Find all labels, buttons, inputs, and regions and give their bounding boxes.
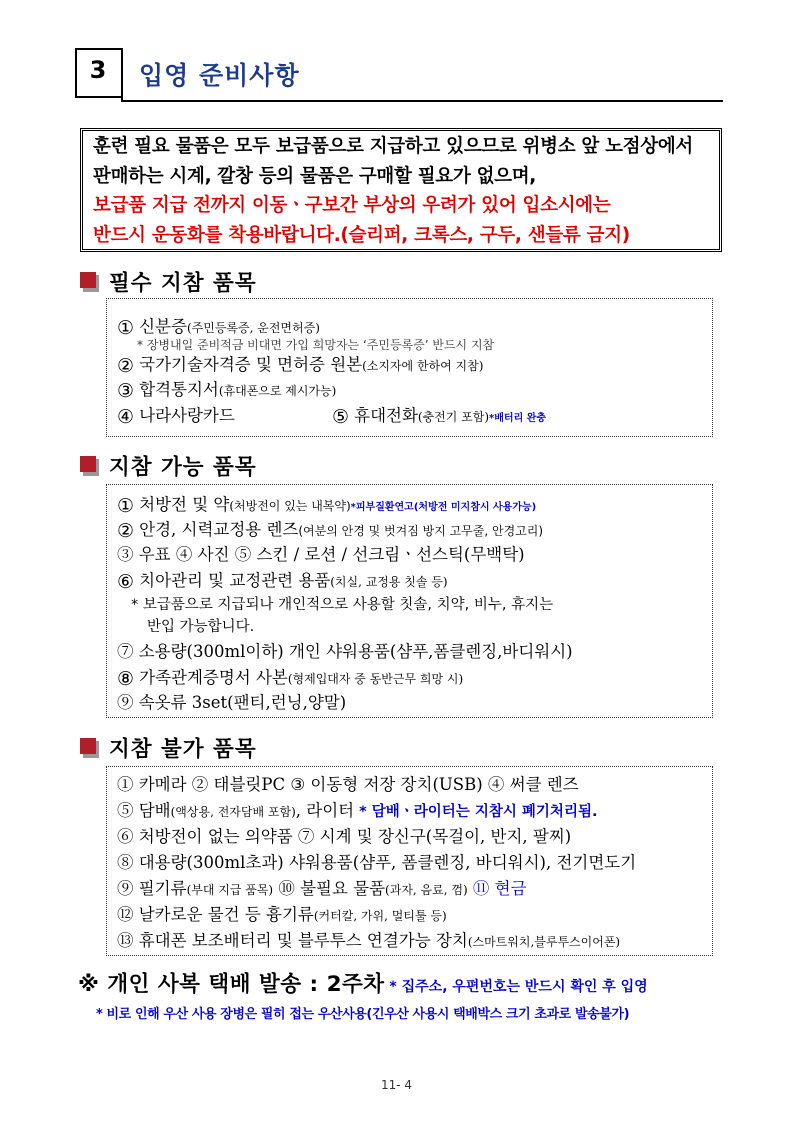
required-item-1-note: * 장병내일 준비적금 비대면 가입 희망자는 ‘주민등록증’ 반드시 지참 (137, 338, 495, 352)
required-item-1: ① 신분증(주민등록증, 운전면허증) (117, 317, 320, 339)
notice-line-2: 판매하는 시계, 깔창 등의 물품은 구매할 필요가 없으며, (93, 165, 537, 187)
forbidden-line-3: ⑥ 처방전이 없는 의약품 ⑦ 시계 및 장신구(목걸이, 반지, 팔찌) (117, 827, 572, 846)
allowed-items-box (106, 484, 713, 718)
allowed-item-7: ⑦ 소용량(300ml이하) 개인 샤워용품(샴푸,폼클렌징,바디워시) (117, 642, 573, 661)
forbidden-items-box (106, 766, 713, 956)
square-bullet-icon (80, 272, 96, 288)
shipping-main: ※ 개인 사복 택배 발송 : 2주차 (78, 972, 385, 997)
forbidden-line-2: ⑤ 담배(액상용, 전자담배 포함), 라이터 * 담배ㆍ라이터는 지참시 폐기처리됨. (117, 801, 598, 820)
required-item-4: ④ 나라사랑카드 (117, 406, 235, 428)
notice-line-4: 반드시 운동화를 착용바랍니다.(슬리퍼, 크록스, 구두, 샌들류 금지) (93, 224, 630, 246)
allowed-note-line-1: * 보급품으로 지급되나 개인적으로 사용할 칫솔, 치약, 비누, 휴지는 (131, 597, 554, 613)
shipping-notice (78, 967, 648, 998)
forbidden-line-6: ⑫ 날카로운 물건 등 흉기류(커터칼, 가위, 멀티툴 등) (117, 905, 447, 924)
header-rule (121, 100, 723, 102)
allowed-item-6: ⑥ 치아관리 및 교정관련 용품(치실, 교정용 칫솔 등) (117, 571, 448, 593)
forbidden-line-4: ⑧ 대용량(300ml초과) 샤워용품(샴푸, 폼클렌징, 바디워시), 전기면도기 (117, 853, 637, 872)
forbidden-line-5: ⑨ 필기류(부대 지급 품목) ⑩ 불필요 물품(과자, 음료, 껌) ⑪ 현금 (117, 879, 527, 898)
allowed-item-8: ⑧ 가족관계증명서 사본(형제입대자 중 동반근무 희망 시) (117, 668, 464, 690)
notice-box (80, 128, 722, 252)
forbidden-line-1: ① 카메라 ② 태블릿PC ③ 이동형 저장 장치(USB) ④ 써클 렌즈 (117, 775, 579, 794)
allowed-item-2: ② 안경, 시력교정용 렌즈(여분의 안경 및 벗겨짐 방지 고무줄, 안경고리) (117, 520, 544, 542)
required-item-3: ③ 합격통지서(휴대폰으로 제시가능) (117, 380, 337, 402)
allowed-item-3-5: ③ 우표 ④ 사진 ⑤ 스킨 / 로션 / 선크림ㆍ선스틱(무백탁) (117, 545, 525, 564)
allowed-note-line-2: 반입 가능합니다. (147, 619, 255, 635)
header-divider (121, 48, 123, 102)
section-number: 3 (89, 56, 107, 84)
required-items-box (106, 298, 713, 437)
umbrella-note: * 비로 인해 우산 사용 장병은 필히 접는 우산사용(긴우산 사용시 택배박스 크기 초과로 발송불가) (96, 1007, 630, 1022)
required-item-5: ⑤ 휴대전화(충전기 포함)*배터리 완충 (332, 406, 547, 428)
square-bullet-icon (80, 456, 96, 472)
required-item-2: ② 국가기술자격증 및 면허증 원본(소지자에 한하여 지참) (117, 355, 484, 377)
section-header (75, 48, 723, 102)
forbidden-line-7: ⑬ 휴대폰 보조배터리 및 블루투스 연결가능 장치(스마트워치,블루투스이어폰) (117, 931, 621, 950)
notice-line-1: 훈련 필요 물품은 모두 보급품으로 지급하고 있으므로 위병소 앞 노점상에서 (93, 136, 693, 157)
page-number: 11- 4 (380, 1078, 413, 1092)
allowed-item-9: ⑨ 속옷류 3set(팬티,런닝,양말) (117, 693, 347, 712)
shipping-note: * 집주소, 우편번호는 반드시 확인 후 입영 (384, 979, 648, 995)
allowed-item-1: ① 처방전 및 약(처방전이 있는 내복약)*피부질환연고(처방전 미지참시 사용가능) (117, 495, 537, 517)
square-bullet-icon (80, 738, 96, 754)
notice-line-3: 보급품 지급 전까지 이동ㆍ구보간 부상의 우려가 있어 입소시에는 (93, 195, 611, 216)
section-title: 입영 준비사항 (139, 61, 300, 90)
